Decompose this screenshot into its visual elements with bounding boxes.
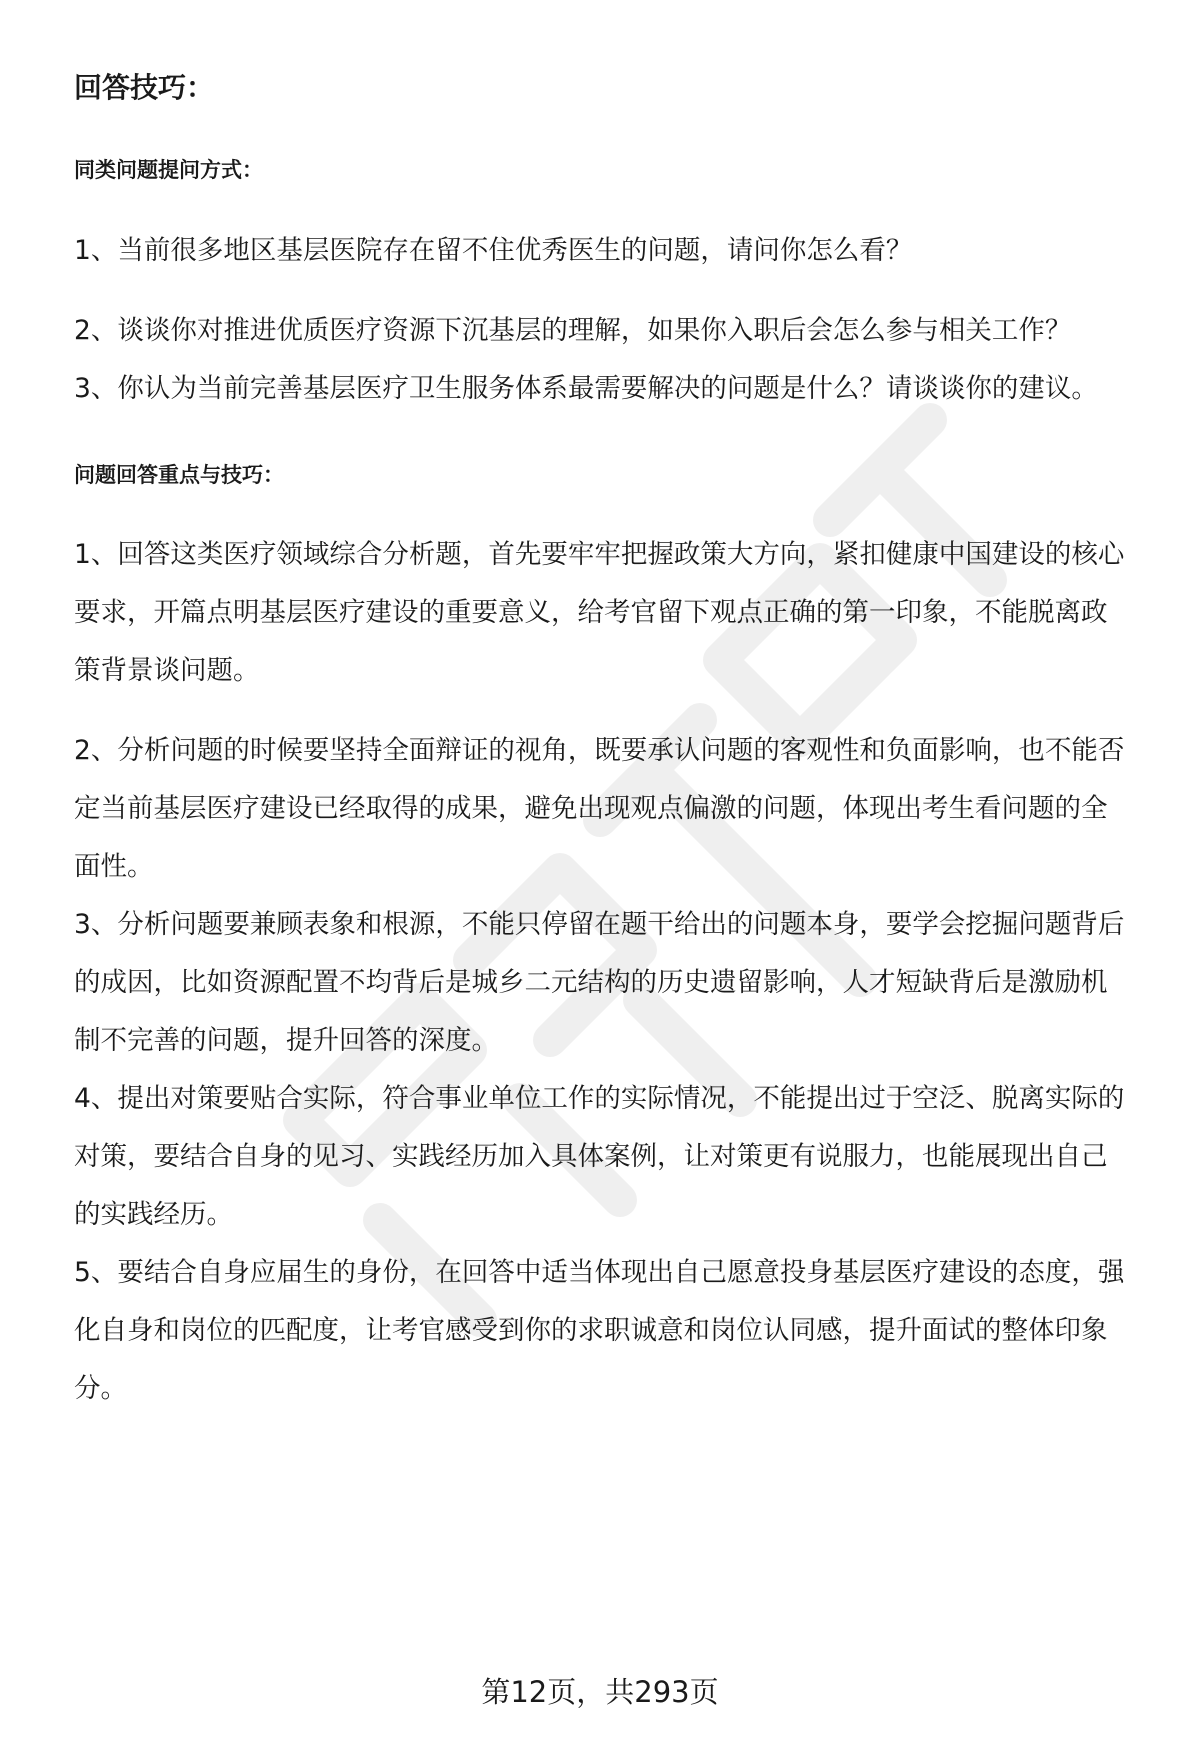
page-number-footer: 第12页，共293页 (481, 1675, 719, 1709)
page-heading: 回答技巧： (74, 71, 215, 104)
section-title-question-forms: 同类问题提问方式： (74, 158, 263, 182)
document-content (74, 68, 1130, 1418)
tip-item: 2、分析问题的时候要坚持全面辩证的视角，既要承认问题的客观性和负面影响，也不能否定当前基层医疗建设已经取得的成果，避免出现观点偏激的问题，体现出考生看问题的全面性。 (74, 735, 1125, 882)
tip-item: 1、回答这类医疗领域综合分析题，首先要牢牢把握政策大方向，紧扣健康中国建设的核心要求，开篇点明基层医疗建设的重要意义，给考官留下观点正确的第一印象，不能脱离政策背景谈问题。 (74, 539, 1125, 686)
section-title-answer-tips: 问题回答重点与技巧： (74, 463, 284, 487)
tip-item: 4、提出对策要贴合实际，符合事业单位工作的实际情况，不能提出过于空泛、脱离实际的对策，要结合自身的见习、实践经历加入具体案例，让对策更有说服力，也能展现出自己的实践经历。 (74, 1083, 1125, 1230)
question-item: 1、当前很多地区基层医院存在留不住优秀医生的问题，请问你怎么看？ (74, 235, 913, 266)
tip-item: 3、分析问题要兼顾表象和根源，不能只停留在题干给出的问题本身，要学会挖掘问题背后的成因，比如资源配置不均背后是城乡二元结构的历史遗留影响，人才短缺背后是激励机制不完善的问题，提升回答的深度。 (74, 909, 1125, 1056)
question-item: 3、你认为当前完善基层医疗卫生服务体系最需要解决的问题是什么？请谈谈你的建议。 (74, 373, 1098, 404)
tip-item: 5、要结合自身应届生的身份，在回答中适当体现出自己愿意投身基层医疗建设的态度，强化自身和岗位的匹配度，让考官感受到你的求职诚意和岗位认同感，提升面试的整体印象分。 (74, 1257, 1125, 1404)
question-item: 2、谈谈你对推进优质医疗资源下沉基层的理解，如果你入职后会怎么参与相关工作？ (74, 315, 1072, 346)
